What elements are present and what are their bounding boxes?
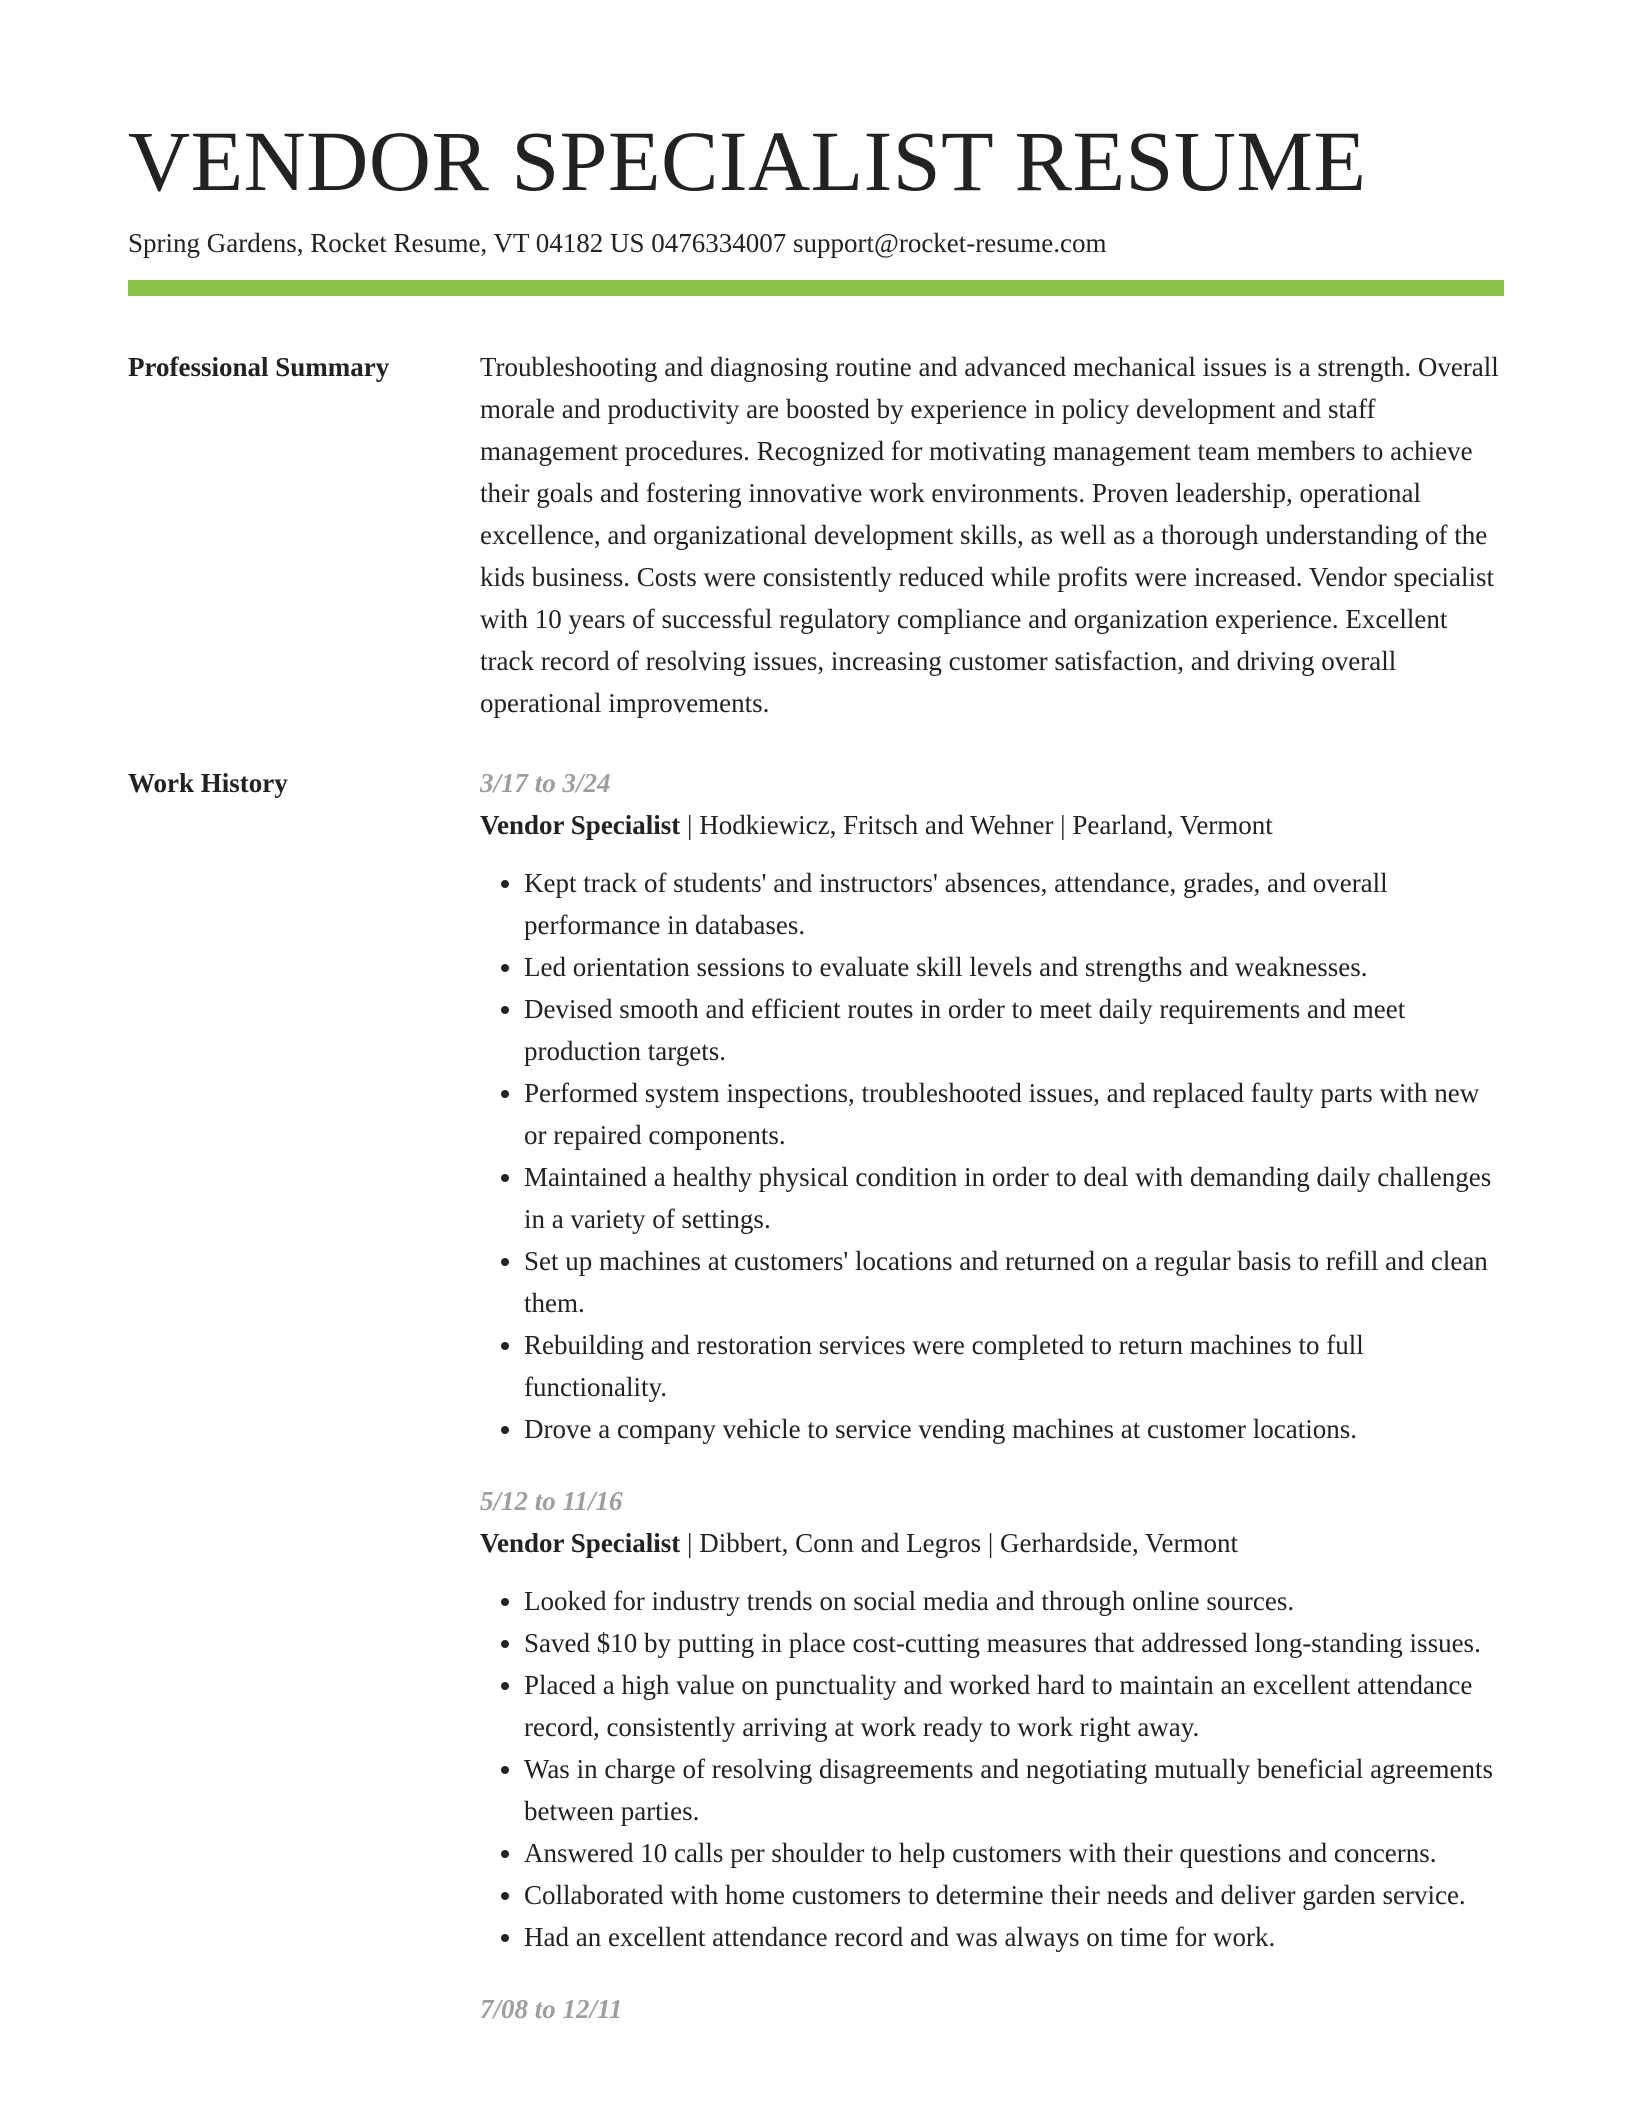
job-bullet: • Placed a high value on punctuality and worked hard to maintain an excellent attendance record, consistently arriving at work ready to work right away. <box>524 1664 1504 1748</box>
job-bullet: • Collaborated with home customers to determine their needs and deliver garden service. <box>524 1874 1504 1916</box>
job-title: Vendor Specialist <box>480 1528 681 1559</box>
job-dates: 5/12 to 11/16 <box>480 1486 623 1517</box>
job-bullet: • Had an excellent attendance record and was always on time for work. <box>524 1916 1504 1958</box>
job-employer-location: | Dibbert, Conn and Legros | Gerhardside, Vermont <box>680 1528 1238 1559</box>
resume-title: VENDOR SPECIALIST RESUME <box>128 113 1367 209</box>
summary-body <box>480 346 1504 724</box>
resume-page <box>128 113 1504 2030</box>
job-bullet: • Performed system inspections, troubleshooted issues, and replaced faulty parts with new or repaired components. <box>524 1072 1504 1156</box>
job-heading <box>480 1522 1504 1564</box>
job-entry <box>480 1988 1504 2030</box>
job-bullet-list <box>480 1580 1504 1958</box>
job-bullet: • Led orientation sessions to evaluate skill levels and strengths and weaknesses. <box>524 946 1504 988</box>
job-bullet: • Looked for industry trends on social media and through online sources. <box>524 1580 1504 1622</box>
job-bullet: • Saved $10 by putting in place cost-cutting measures that addressed long-standing issues. <box>524 1622 1504 1664</box>
job-title: Vendor Specialist <box>480 810 681 841</box>
work-history-body <box>480 762 1504 2030</box>
professional-summary-section <box>128 346 1504 724</box>
section-label-work-history: Work History <box>128 768 288 799</box>
job-employer-location: | Hodkiewicz, Fritsch and Wehner | Pearland, Vermont <box>680 810 1273 841</box>
job-bullet: • Answered 10 calls per shoulder to help customers with their questions and concerns. <box>524 1832 1504 1874</box>
job-bullet: • Drove a company vehicle to service vending machines at customer locations. <box>524 1408 1504 1450</box>
job-bullet: • Devised smooth and efficient routes in order to meet daily requirements and meet production targets. <box>524 988 1504 1072</box>
job-dates: 7/08 to 12/11 <box>480 1994 623 2025</box>
job-bullet: • Rebuilding and restoration services were completed to return machines to full functionality. <box>524 1324 1504 1408</box>
job-entry <box>480 1480 1504 1958</box>
summary-text: Troubleshooting and diagnosing routine and advanced mechanical issues is a strength. Overall morale and productivity are boosted by experience in policy development and staff management procedures. Recognized for motivating management team members to achieve their goals and fostering innovative work environments. Proven leadership, operational excellence, and organizational development skills, as well as a thorough understanding of the kids business. Costs were consistently reduced while profits were increased. Vendor specialist with 10 years of successful regulatory compliance and organization experience. Excellent track record of resolving issues, increasing customer satisfaction, and driving overall operational improvements. <box>480 352 1499 719</box>
work-history-section <box>128 762 1504 2030</box>
job-bullet: • Kept track of students' and instructors' absences, attendance, grades, and overall performance in databases. <box>524 862 1504 946</box>
job-dates: 3/17 to 3/24 <box>480 768 611 799</box>
job-heading <box>480 804 1504 846</box>
job-bullet: • Was in charge of resolving disagreements and negotiating mutually beneficial agreements between parties. <box>524 1748 1504 1832</box>
section-label-summary: Professional Summary <box>128 352 390 383</box>
job-entry <box>480 762 1504 1450</box>
job-bullet: • Maintained a healthy physical condition in order to deal with demanding daily challenges in a variety of settings. <box>524 1156 1504 1240</box>
contact-info: Spring Gardens, Rocket Resume, VT 04182 US 0476334007 support@rocket-resume.com <box>128 228 1107 258</box>
job-bullet-list <box>480 862 1504 1450</box>
job-bullet: • Set up machines at customers' locations and returned on a regular basis to refill and clean them. <box>524 1240 1504 1324</box>
header-divider <box>128 280 1504 296</box>
